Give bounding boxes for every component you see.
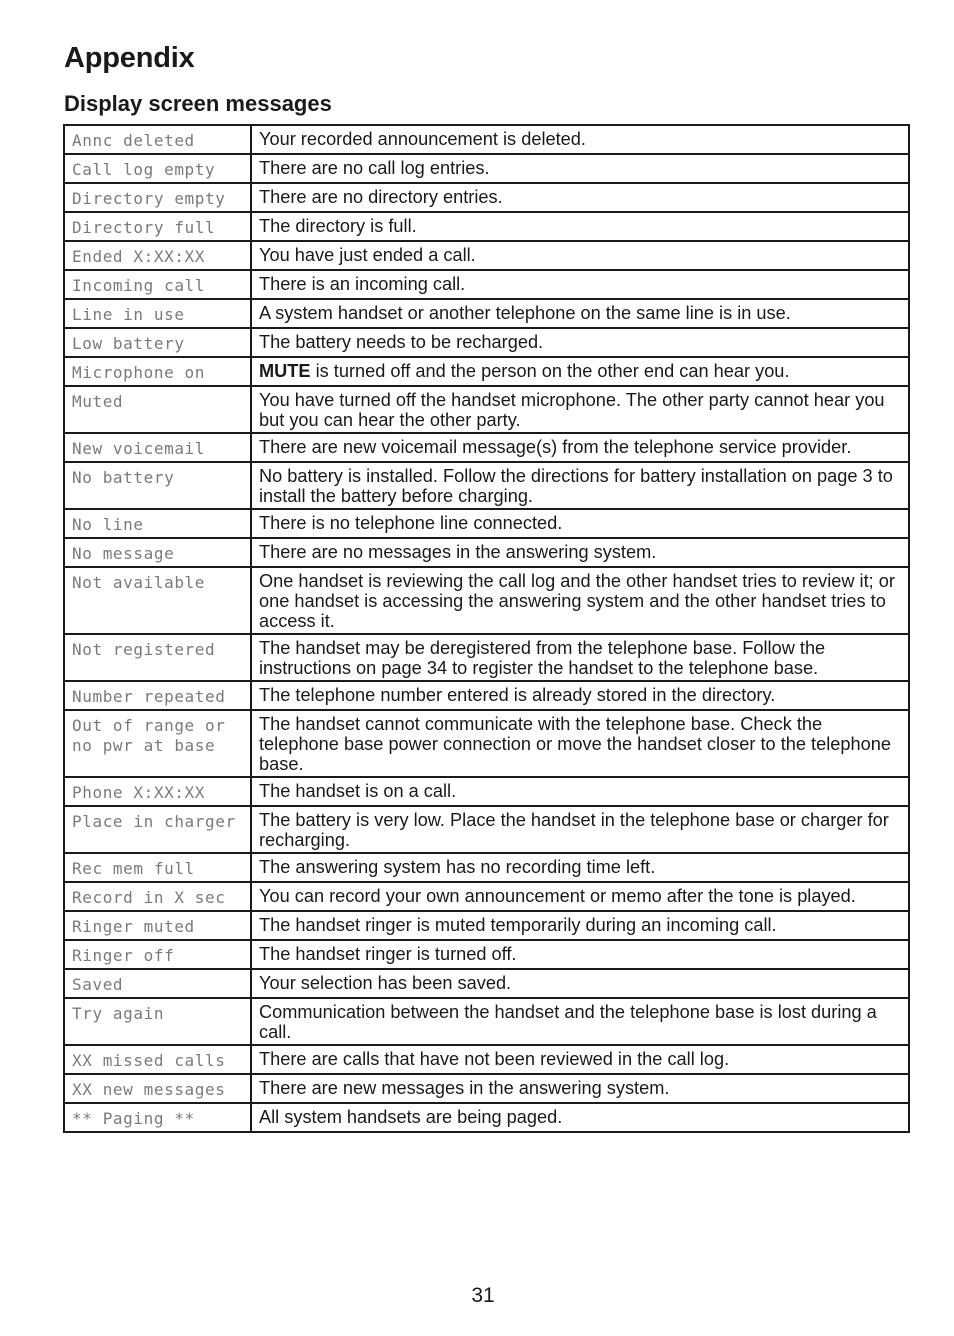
display-message-code: No message — [64, 538, 251, 567]
display-message-description — [251, 1103, 909, 1132]
display-message-description — [251, 806, 909, 853]
description-text: You have just ended a call. — [259, 245, 476, 265]
display-message-code: Line in use — [64, 299, 251, 328]
display-message-description — [251, 853, 909, 882]
display-message-description — [251, 212, 909, 241]
table-row — [64, 911, 909, 940]
display-message-code: XX missed calls — [64, 1045, 251, 1074]
description-text: There are new messages in the answering system. — [259, 1078, 670, 1098]
table-row — [64, 328, 909, 357]
display-message-code: Phone X:XX:XX — [64, 777, 251, 806]
description-text: A system handset or another telephone on the same line is in use. — [259, 303, 791, 323]
description-text: The handset may be deregistered from the telephone base. Follow the instructions on page 34 to register the handset to the telephone base. — [259, 638, 826, 678]
display-message-description — [251, 634, 909, 681]
table-row — [64, 538, 909, 567]
display-message-code: No line — [64, 509, 251, 538]
display-message-description — [251, 998, 909, 1045]
display-message-code: Muted — [64, 386, 251, 433]
description-text: There are new voicemail message(s) from the telephone service provider. — [259, 437, 852, 457]
display-message-description — [251, 462, 909, 509]
table-row — [64, 386, 909, 433]
table-row — [64, 212, 909, 241]
table-row — [64, 567, 909, 634]
description-text: The handset ringer is muted temporarily during an incoming call. — [259, 915, 777, 935]
display-message-description — [251, 183, 909, 212]
display-message-code: No battery — [64, 462, 251, 509]
section-title: Display screen messages — [64, 91, 332, 116]
display-message-code: Try again — [64, 998, 251, 1045]
display-message-code: Incoming call — [64, 270, 251, 299]
description-text: The battery is very low. Place the handset in the telephone base or charger for recharging. — [259, 810, 889, 850]
display-message-description — [251, 154, 909, 183]
table-row — [64, 634, 909, 681]
display-message-code: Saved — [64, 969, 251, 998]
description-text: There are no directory entries. — [259, 187, 503, 207]
display-message-description — [251, 1045, 909, 1074]
display-message-description — [251, 328, 909, 357]
display-message-description — [251, 911, 909, 940]
table-row — [64, 969, 909, 998]
display-message-code: ** Paging ** — [64, 1103, 251, 1132]
description-text: is turned off and the person on the other end can hear you. — [310, 361, 790, 381]
table-row — [64, 940, 909, 969]
table-row — [64, 681, 909, 710]
display-message-description — [251, 125, 909, 154]
table-row — [64, 433, 909, 462]
display-message-description — [251, 1074, 909, 1103]
description-text: The handset ringer is turned off. — [259, 944, 517, 964]
table-row — [64, 998, 909, 1045]
table-row — [64, 125, 909, 154]
description-text: There are calls that have not been reviewed in the call log. — [259, 1049, 730, 1069]
description-text: All system handsets are being paged. — [259, 1107, 563, 1127]
description-text: One handset is reviewing the call log and the other handset tries to review it; or one handset is accessing the answering system and the other handset tries to access it. — [259, 571, 895, 631]
table-row — [64, 1074, 909, 1103]
display-message-description — [251, 882, 909, 911]
description-text: No battery is installed. Follow the directions for battery installation on page 3 to install the battery before charging. — [259, 466, 893, 506]
description-text: Communication between the handset and the telephone base is lost during a call. — [259, 1002, 877, 1042]
table-row — [64, 357, 909, 386]
display-message-description — [251, 940, 909, 969]
display-message-code: Number repeated — [64, 681, 251, 710]
display-message-description — [251, 299, 909, 328]
description-text: The handset is on a call. — [259, 781, 457, 801]
display-message-code: Microphone on — [64, 357, 251, 386]
display-message-code: Low battery — [64, 328, 251, 357]
table-row — [64, 183, 909, 212]
description-text: You have turned off the handset microphone. The other party cannot hear you but you can hear the other party. — [259, 390, 885, 430]
table-row — [64, 241, 909, 270]
table-row — [64, 710, 909, 777]
display-message-description — [251, 538, 909, 567]
display-message-code: Ringer muted — [64, 911, 251, 940]
table-row — [64, 462, 909, 509]
table-row — [64, 1103, 909, 1132]
table-row — [64, 777, 909, 806]
display-message-description — [251, 433, 909, 462]
page-number: 31 — [471, 1284, 495, 1307]
display-message-code: Rec mem full — [64, 853, 251, 882]
table-row — [64, 299, 909, 328]
display-message-code: Record in X sec — [64, 882, 251, 911]
display-message-code: XX new messages — [64, 1074, 251, 1103]
display-message-code: Not available — [64, 567, 251, 634]
display-message-code: Directory empty — [64, 183, 251, 212]
display-message-code: Ringer off — [64, 940, 251, 969]
description-text: There are no messages in the answering system. — [259, 542, 657, 562]
display-messages-body — [64, 125, 909, 1132]
display-message-description — [251, 241, 909, 270]
table-row — [64, 154, 909, 183]
display-message-description — [251, 509, 909, 538]
display-message-code: Out of range or no pwr at base — [64, 710, 251, 777]
description-text: There is no telephone line connected. — [259, 513, 563, 533]
display-message-code: Call log empty — [64, 154, 251, 183]
description-text: The handset cannot communicate with the telephone base. Check the telephone base power connection or move the handset closer to the telephone base. — [259, 714, 891, 774]
display-message-description — [251, 710, 909, 777]
description-text: The battery needs to be recharged. — [259, 332, 544, 352]
display-message-description — [251, 777, 909, 806]
table-row — [64, 1045, 909, 1074]
display-messages-table — [63, 124, 910, 1133]
table-row — [64, 509, 909, 538]
display-message-description — [251, 567, 909, 634]
description-text: The directory is full. — [259, 216, 417, 236]
description-text: The telephone number entered is already stored in the directory. — [259, 685, 776, 705]
display-message-code: Not registered — [64, 634, 251, 681]
description-text: The answering system has no recording time left. — [259, 857, 656, 877]
display-message-code: Place in charger — [64, 806, 251, 853]
description-emphasis: MUTE — [259, 361, 311, 381]
display-message-code: Annc deleted — [64, 125, 251, 154]
display-message-code: Directory full — [64, 212, 251, 241]
description-text: There is an incoming call. — [259, 274, 466, 294]
table-row — [64, 853, 909, 882]
display-message-code: Ended X:XX:XX — [64, 241, 251, 270]
table-row — [64, 270, 909, 299]
page-title: Appendix — [64, 42, 195, 74]
display-message-code: New voicemail — [64, 433, 251, 462]
display-message-description — [251, 270, 909, 299]
display-message-description — [251, 681, 909, 710]
table-row — [64, 806, 909, 853]
description-text: There are no call log entries. — [259, 158, 490, 178]
display-message-description — [251, 386, 909, 433]
description-text: You can record your own announcement or memo after the tone is played. — [259, 886, 856, 906]
display-message-description — [251, 969, 909, 998]
description-text: Your recorded announcement is deleted. — [259, 129, 586, 149]
description-text: Your selection has been saved. — [259, 973, 512, 993]
display-message-description — [251, 357, 909, 386]
table-row — [64, 882, 909, 911]
